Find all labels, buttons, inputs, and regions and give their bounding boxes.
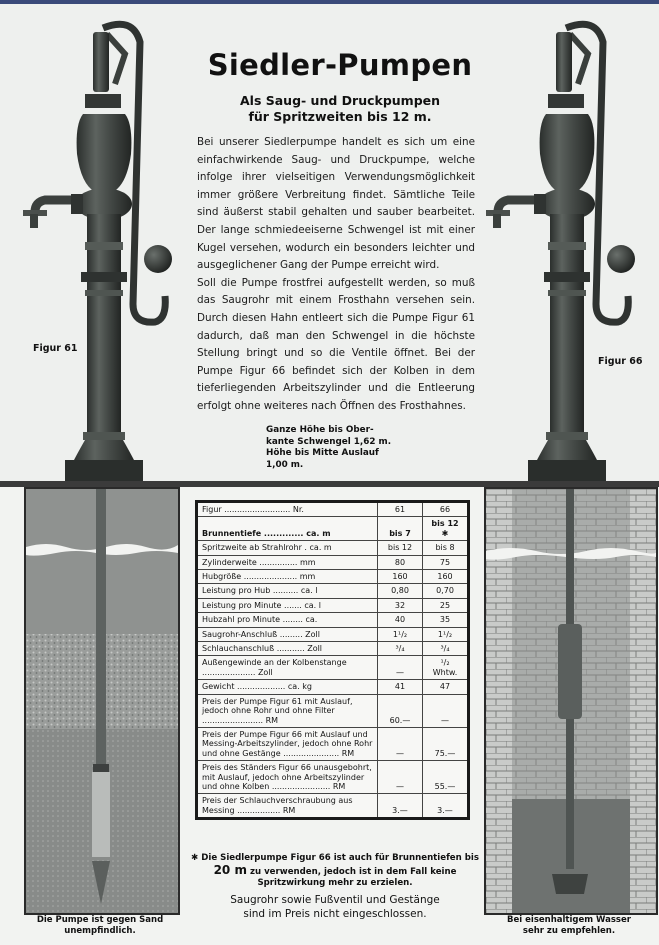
spec-value-61: 160 [378, 570, 423, 584]
spec-value-61: ³/₄ [378, 642, 423, 656]
spec-row [197, 570, 469, 584]
spec-value-61: bis 7 [378, 517, 423, 541]
spec-value-66: 160 [423, 570, 469, 584]
height-line-1: Ganze Höhe bis Ober- [266, 425, 374, 435]
spec-label: Spritzweite ab Strahlrohr . ca. m [197, 541, 378, 555]
spec-value-66: ³/₄ [423, 642, 469, 656]
spec-value-66: 75 [423, 555, 469, 569]
spec-value-66: — [423, 694, 469, 727]
right-caption-line-1: Bei eisenhaltigem Wasser [507, 915, 631, 925]
spec-label: Preis des Ständers Figur 66 unausgebohrt, mit Auslauf, jedoch ohne Arbeitszylinder und ohne Kolben ....................... RM [197, 761, 378, 794]
spec-value-61: — [378, 761, 423, 794]
spec-row [197, 656, 469, 680]
spec-value-61: 41 [378, 680, 423, 694]
figur-66-label: Figur 66 [598, 356, 643, 367]
spec-label: Schlauchanschluß ........... Zoll [197, 642, 378, 656]
spec-label: Brunnentiefe ............. ca. m [197, 517, 378, 541]
spec-value-66: 75.— [423, 727, 469, 760]
spec-label: Gewicht ................... ca. kg [197, 680, 378, 694]
spec-value-66: bis 8 [423, 541, 469, 555]
spec-label: Außengewinde an der Kolbenstange ..................... Zoll [197, 656, 378, 680]
note-line-2: sind im Preis nicht eingeschlossen. [243, 908, 427, 920]
footnote-depth: 20 m [213, 862, 247, 877]
paragraph-2: Soll die Pumpe frostfrei aufgestellt werden, so muß das Saugrohr mit einem Frosthahn versehen sein. Durch diesen Hahn entleert sich die Pumpe Figur 61 dadurch, daß man den Schwengel in die höchste Stellung bringt und so die Ventile öffnet. Bei der Pumpe Figur 66 befindet sich der Kolben in dem tieferliegenden Arbeitszylinder und die Entleerung erfolgt ohne weiteres nach Öffnen des Frosthahnes. [197, 276, 475, 412]
page-subtitle [190, 93, 490, 125]
left-caption-line-2: unempfindlich. [64, 925, 136, 936]
spec-value-66: 55.— [423, 761, 469, 794]
left-caption-line-1: Die Pumpe ist gegen Sand [36, 915, 164, 925]
spec-label: Hubzahl pro Minute ........ ca. [197, 613, 378, 627]
spec-row [197, 642, 469, 656]
spec-value-61: 32 [378, 598, 423, 612]
pump-figur-66-illustration [478, 14, 648, 486]
note-line-1: Saugrohr sowie Fußventil und Gestänge [230, 894, 440, 906]
spec-row [197, 613, 469, 627]
brick-well-illustration [484, 487, 658, 915]
spec-value-66: 35 [423, 613, 469, 627]
page-title: Siedler-Pumpen [207, 48, 473, 82]
spec-value-61: 61 [378, 502, 423, 517]
sand-well-illustration [24, 487, 180, 915]
spec-label: Figur .......................... Nr. [197, 502, 378, 517]
spec-label: Zylinderweite ............... mm [197, 555, 378, 569]
footnote-part2: zu verwenden, jedoch ist in dem Fall keine Spritzwirkung mehr zu erzielen. [249, 866, 457, 888]
spec-value-61: 3.— [378, 794, 423, 819]
spec-value-66: 3.— [423, 794, 469, 819]
subtitle-line-1: Als Saug- und Druckpumpen [239, 93, 441, 108]
spec-value-61: 40 [378, 613, 423, 627]
height-line-3: Höhe bis Mitte Auslauf [266, 448, 379, 458]
spec-label: Saugrohr-Anschluß ......... Zoll [197, 627, 378, 641]
pump-figur-61-illustration [15, 14, 185, 486]
spec-value-61: 1¹/₂ [378, 627, 423, 641]
spec-row [197, 627, 469, 641]
spec-value-66: 47 [423, 680, 469, 694]
spec-value-61: bis 12 [378, 541, 423, 555]
footnote [190, 853, 480, 890]
figur-61-label: Figur 61 [33, 343, 78, 354]
footnote-star: ✱ [191, 853, 199, 863]
spec-label: Leistung pro Minute ....... ca. l [197, 598, 378, 612]
spec-value-61: — [378, 656, 423, 680]
left-well-caption [10, 915, 190, 936]
description-text [197, 134, 475, 416]
spec-row [197, 584, 469, 598]
spec-row [197, 761, 469, 794]
spec-value-61: 80 [378, 555, 423, 569]
spec-value-66: bis 12 ✱ [423, 517, 469, 541]
spec-value-61: 60.— [378, 694, 423, 727]
spec-value-66: 1¹/₂ [423, 627, 469, 641]
paragraph-1: Bei unserer Siedlerpumpe handelt es sich um eine einfachwirkende Saug- und Druckpumpe, welche infolge ihrer vielseitigen Verwendungsmöglichkeit immer größere Verbreitung findet. Sämtliche Teile sind äußerst stabil gehalten und sauber bearbeitet. Der lange schmiedeeiserne Schwengel ist mit einer Kugel versehen, wodurch ein besonders leichter und ausgeglichener Gang der Pumpe erreicht wird. [197, 136, 475, 272]
height-line-4: 1,00 m. [266, 459, 304, 470]
spec-value-66: 25 [423, 598, 469, 612]
footnote-part1: Die Siedlerpumpe Figur 66 ist auch für Brunnentiefen bis [201, 853, 479, 863]
spec-label: Preis der Schlauchverschraubung aus Messing ................. RM [197, 794, 378, 819]
price-exclusion-note [190, 893, 480, 921]
spec-value-61: 0,80 [378, 584, 423, 598]
spec-row [197, 502, 469, 517]
spec-row [197, 727, 469, 760]
right-caption-line-2: sehr zu empfehlen. [522, 925, 616, 936]
spec-label: Leistung pro Hub .......... ca. l [197, 584, 378, 598]
spec-value-61: — [378, 727, 423, 760]
spec-value-66: 0,70 [423, 584, 469, 598]
spec-row [197, 598, 469, 612]
spec-row [197, 541, 469, 555]
height-specs [266, 425, 416, 471]
spec-row [197, 517, 469, 541]
right-well-caption [484, 915, 654, 936]
subtitle-line-2: für Spritzweiten bis 12 m. [248, 109, 432, 124]
spec-value-66: 66 [423, 502, 469, 517]
spec-label: Preis der Pumpe Figur 61 mit Auslauf, jedoch ohne Rohr und ohne Filter ........................ RM [197, 694, 378, 727]
spec-label: Preis der Pumpe Figur 66 mit Auslauf und Messing-Arbeitszylinder, jedoch ohne Rohr und ohne Gestänge ...................... RM [197, 727, 378, 760]
spec-table [195, 500, 470, 820]
spec-row [197, 794, 469, 819]
height-line-2: kante Schwengel 1,62 m. [266, 436, 392, 447]
spec-row [197, 694, 469, 727]
spec-row [197, 555, 469, 569]
spec-table-body [197, 502, 469, 819]
spec-label: Hubgröße ..................... mm [197, 570, 378, 584]
spec-row [197, 680, 469, 694]
spec-value-66: ¹/₂ Whtw. [423, 656, 469, 680]
